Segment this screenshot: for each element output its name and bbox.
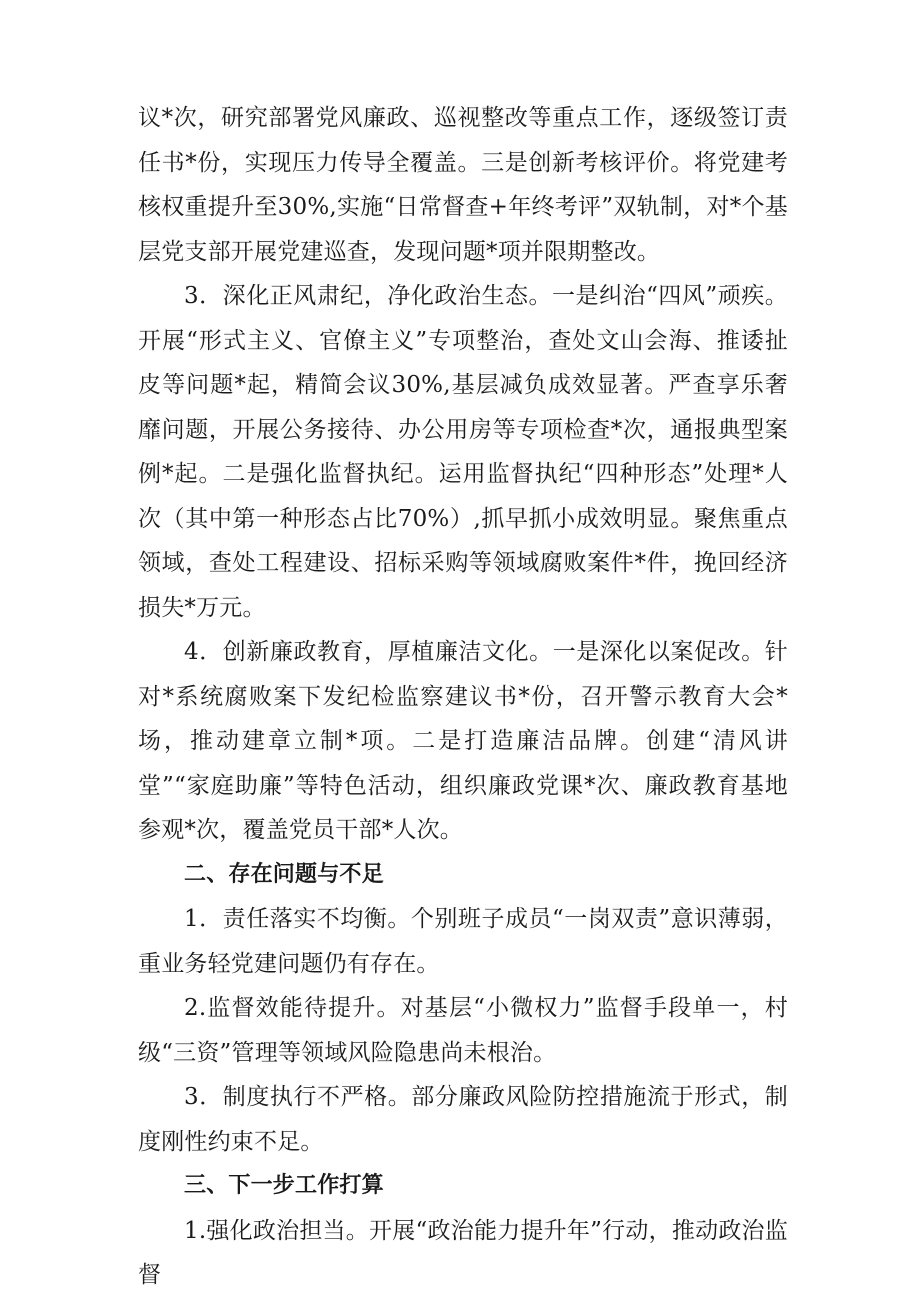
paragraph-problem-1: 1．责任落实不均衡。个别班子成员“一岗双责”意识薄弱，重业务轻党建问题仍有存在。: [138, 906, 788, 977]
paragraph-item-3: 3．深化正风肃纪，净化政治生态。一是纠治“四风”顽疾。开展“形式主义、官僚主义”专项整治，查处文山会海、推诿扯皮等问题*起，精简会议30%,基层减负成效显著。严查享乐奢靡问题，开展公务接待、办公用房等专项检查*次，通报典型案例*起。二是强化监督执纪。运用监督执纪“四种形态”处理*人次（其中第一种形态占比70%）,抓早抓小成效明显。聚焦重点领域，查处工程建设、招标采购等领域腐败案件*件，挽回经济损失*万元。: [138, 283, 788, 621]
paragraph-problem-3: 3．制度执行不严格。部分廉政风险防控措施流于形式，制度刚性约束不足。: [138, 1084, 788, 1155]
section-heading-problems: 二、存在问题与不足: [184, 861, 384, 887]
paragraph-item-4: 4．创新廉政教育，厚植廉洁文化。一是深化以案促改。针对*系统腐败案下发纪检监察建议书*份，召开警示教育大会*场，推动建章立制*项。二是打造廉洁品牌。创建“清风讲堂”“家庭助廉”等特色活动，组织廉政党课*次、廉政教育基地参观*次，覆盖党员干部*人次。: [138, 639, 788, 843]
paragraph-problem-2: 2.监督效能待提升。对基层“小微权力”监督手段单一，村级“三资”管理等领域风险隐患尚未根治。: [138, 995, 788, 1066]
section-heading-next-steps: 三、下一步工作打算: [184, 1173, 384, 1198]
document-body: [138, 96, 788, 1298]
paragraph-plan-1: 1.强化政治担当。开展“政治能力提升年”行动，推动政治监督: [138, 1217, 788, 1288]
paragraph-continuation: 议*次，研究部署党风廉政、巡视整改等重点工作，逐级签订责任书*份，实现压力传导全覆盖。三是创新考核评价。将党建考核权重提升至30%,实施“日常督查+年终考评”双轨制，对*个基层党支部开展党建巡查，发现问题*项并限期整改。: [138, 105, 788, 265]
